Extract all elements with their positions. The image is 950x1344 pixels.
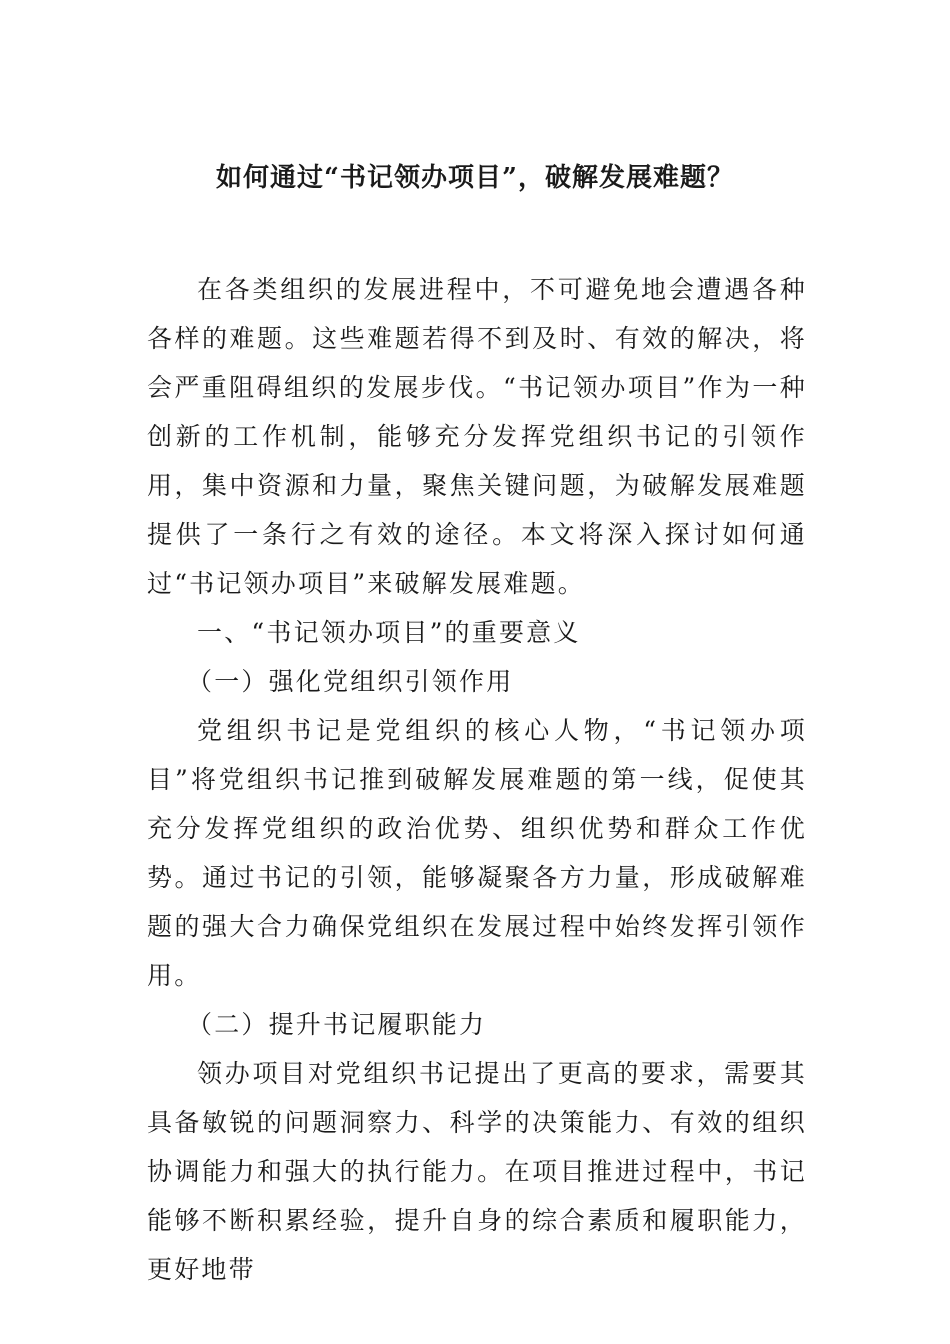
subsection-heading-1: （一）强化党组织引领作用 [187,667,514,696]
subsection-heading-2: （二）提升书记履职能力 [187,1010,487,1039]
section-heading-1: 一、“书记领办项目”的重要意义 [197,618,581,647]
document-title: 如何通过“书记领办项目”，破解发展难题？ [216,163,734,193]
body-paragraph-2: 领办项目对党组织书记提出了更高的要求，需要其具备敏锐的问题洞察力、科学的决策能力、有效的组织协调能力和强大的执行能力。在项目推进过程中，书记能够不断积累经验，提升自身的综合素质和履职能力，更好地带 [147,1059,807,1284]
body-paragraph-1: 党组织书记是党组织的核心人物，“书记领办项目”将党组织书记推到破解发展难题的第一线，促使其充分发挥党组织的政治优势、组织优势和群众工作优势。通过书记的引领，能够凝聚各方力量，形成破解难题的强大合力确保党组织在发展过程中始终发挥引领作用。 [147,716,807,990]
intro-paragraph: 在各类组织的发展进程中，不可避免地会遭遇各种各样的难题。这些难题若得不到及时、有效的解决，将会严重阻碍组织的发展步伐。“书记领办项目”作为一种创新的工作机制，能够充分发挥党组织书记的引领作用，集中资源和力量，聚焦关键问题，为破解发展难题提供了一条行之有效的途径。本文将深入探讨如何通过“书记领办项目”来破解发展难题。 [147,275,807,598]
document-body [147,265,807,1294]
